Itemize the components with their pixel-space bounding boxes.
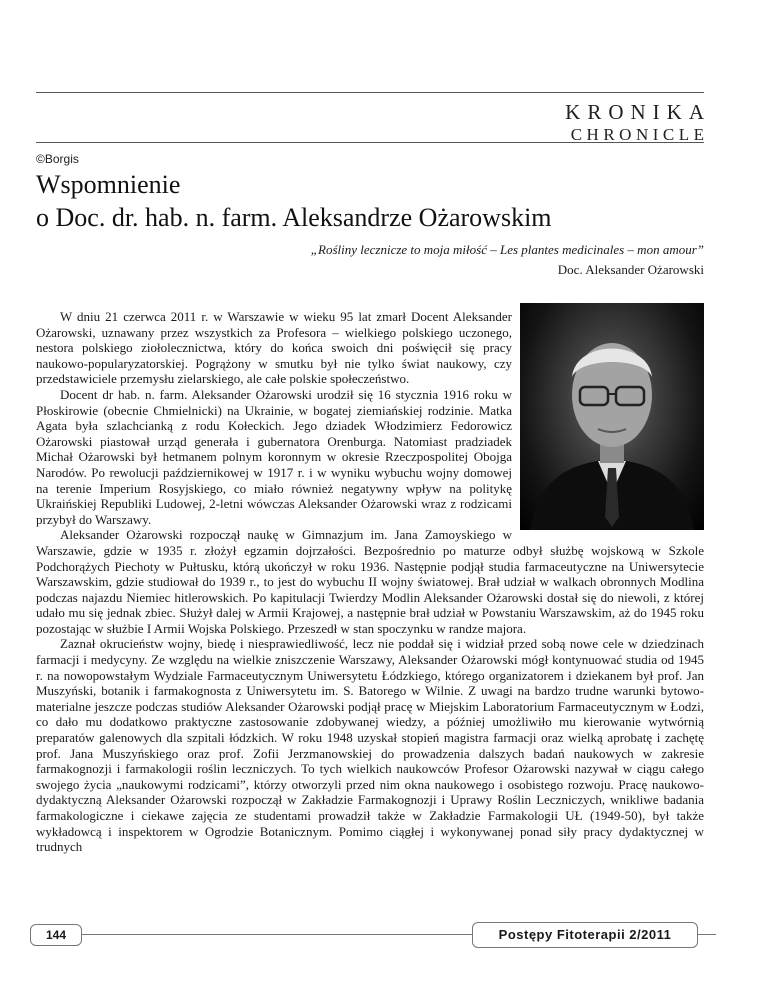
photo-wrap-spacer [522, 309, 704, 536]
epigraph-author: Doc. Aleksander Ożarowski [557, 262, 704, 277]
header-rule-bottom [36, 142, 704, 143]
article-title-line2: o Doc. dr. hab. n. farm. Aleksandrze Ożarowskim [36, 203, 552, 232]
paragraph-3: Aleksander Ożarowski rozpoczął naukę w Gimnazjum im. Jana Zamoyskiego w Warszawie, gdzie w 1935 r. złożył egzamin dojrzałości. Bezpośrednio po maturze odbył służbę wojskową w Szkole Podchorążych Piechoty w Pułtusku, którą ukończył w roku 1936. Następnie podjął studia farmaceutyczne na Uniwersytecie Warszawskim, gdzie studiował do 1939 r., to jest do wybuchu II wojny światowej. Brał udział w walkach obronnych Modlina podczas najazdu Niemiec hitlerowskich. Po kapitulacji Twierdzy Modlin Aleksander Ożarowski dostał się do niewoli, z której udało mu się jednak zbiec. Służył dalej w Armii Krajowej, a następnie brał udział w Powstaniu Warszawskim, aż do 1945 roku pozostając w służbie I Armii Wojska Polskiego. Przeszedł w stan spoczynku w randze majora. [36, 527, 704, 636]
header-rule-top [36, 92, 704, 93]
section-title-pl: KRONIKA [565, 100, 711, 124]
article-title [36, 168, 716, 234]
paragraph-4: Zaznał okrucieństw wojny, biedę i niesprawiedliwość, lecz nie poddał się i widział przed sobą nowe cele w dziedzinach farmacji i medycyny. Ze względu na wielkie zniszczenie Warszawy, Aleksander Ożarowski mógł kontynuować studia od 1945 r. na nowopowstałym Wydziale Farmaceutycznym Uniwersytetu Łódzkiego, którego organizatorem i dziekanem był prof. Jan Muszyński, botanik i farmakognosta z Uniwersytetu im. S. Batorego w Wilnie. Z uwagi na bardzo trudne warunki bytowo-materialne jeszcze podczas studiów Aleksander Ożarowski podjął pracę w Miejskim Laboratorium Farmaceutycznym w Łodzi, co dało mu dodatkowo praktyczne zastosowanie zdobywanej wiedzy, a później umożliwiło mu kierowanie wytwórnią preparatów galenowych dla szpitali łódzkich. W roku 1948 uzyskał stopień magistra farmacji oraz wielką aprobatę i zachętę prof. Jana Muszyńskiego oraz prof. Zofii Jerzmanowskiej do prowadzenia dalszych badań naukowych w zakresie farmakognozji i farmakologii roślin leczniczych. To tych wielkich naukowców Profesor Ożarowski nazywał w ciągu całego swojego życia „naukowymi rodzicami”, którzy otworzyli przed nim okna naukowego i osobistego rozwoju. Pracę naukowo-dydaktyczną Aleksander Ożarowski rozpoczął w Zakładzie Farmakognozji i Uprawy Roślin Leczniczych, wnikliwe badania farmakologiczne i ciekawe zajęcia ze studentami prowadził także w Zakładzie Farmakologii UŁ (1949-50), był także wykładowcą i inspektorem w Ogrodzie Botanicznym. Pomimo ciągłej i wykonywanej ponad siły pracy dydaktycznej w trudnych [36, 636, 704, 855]
page-number: 144 [30, 924, 82, 946]
epigraph [311, 240, 704, 280]
paragraph-2: Docent dr hab. n. farm. Aleksander Ożarowski urodził się 16 stycznia 1916 roku w Płoskirowie (obecnie Chmielnicki) na Ukrainie, w bogatej ziemiańskiej rodzinie. Matka Agata była szlachcianką z rodu Kołeckich. Jego dziadek Włodzimierz Fedorowicz Ożarowski piastował urząd generała i gubernatora Orenburga. Natomiast pradziadek Michał Ożarowski był hetmanem polnym koronnym w okresie Rzeczpospolitej Obojga Narodów. Po rewolucji październikowej w 1917 r. i w wyniku wybuchu wojny domowej na terenie Imperium Rosyjskiego, co miało również negatywny wpływ na politykę Ukraińskiej Republiki Ludowej, 2-letni wówczas Aleksander Ożarowski wraz z rodzicami przybył do Warszawy. [36, 386, 512, 527]
paragraph-1: W dniu 21 czerwca 2011 r. w Warszawie w wieku 95 lat zmarł Docent Aleksander Ożarowski, uznawany przez wszystkich za Profesora – wielkiego polskiego uczonego, nestora polskiego ziołolecznictwa, który do końca swoich dni poświęcił się pracy naukowo-popularyzatorskiej. Pogrążony w smutku był nie tylko świat naukowy, czy przedstawiciele przemysłu zielarskiego, ale całe polskie społeczeństwo. [36, 309, 512, 387]
section-title-en: CHRONICLE [570, 125, 709, 144]
epigraph-quote: „Rośliny lecznicze to moja miłość – Les plantes medicinales – mon amour” [310, 242, 704, 257]
copyright-notice: ©Borgis [36, 152, 79, 166]
journal-name: Postępy Fitoterapii 2/2011 [472, 922, 698, 948]
section-heading [565, 99, 711, 145]
article-title-line1: Wspomnienie [36, 170, 181, 199]
article-body [36, 309, 704, 855]
